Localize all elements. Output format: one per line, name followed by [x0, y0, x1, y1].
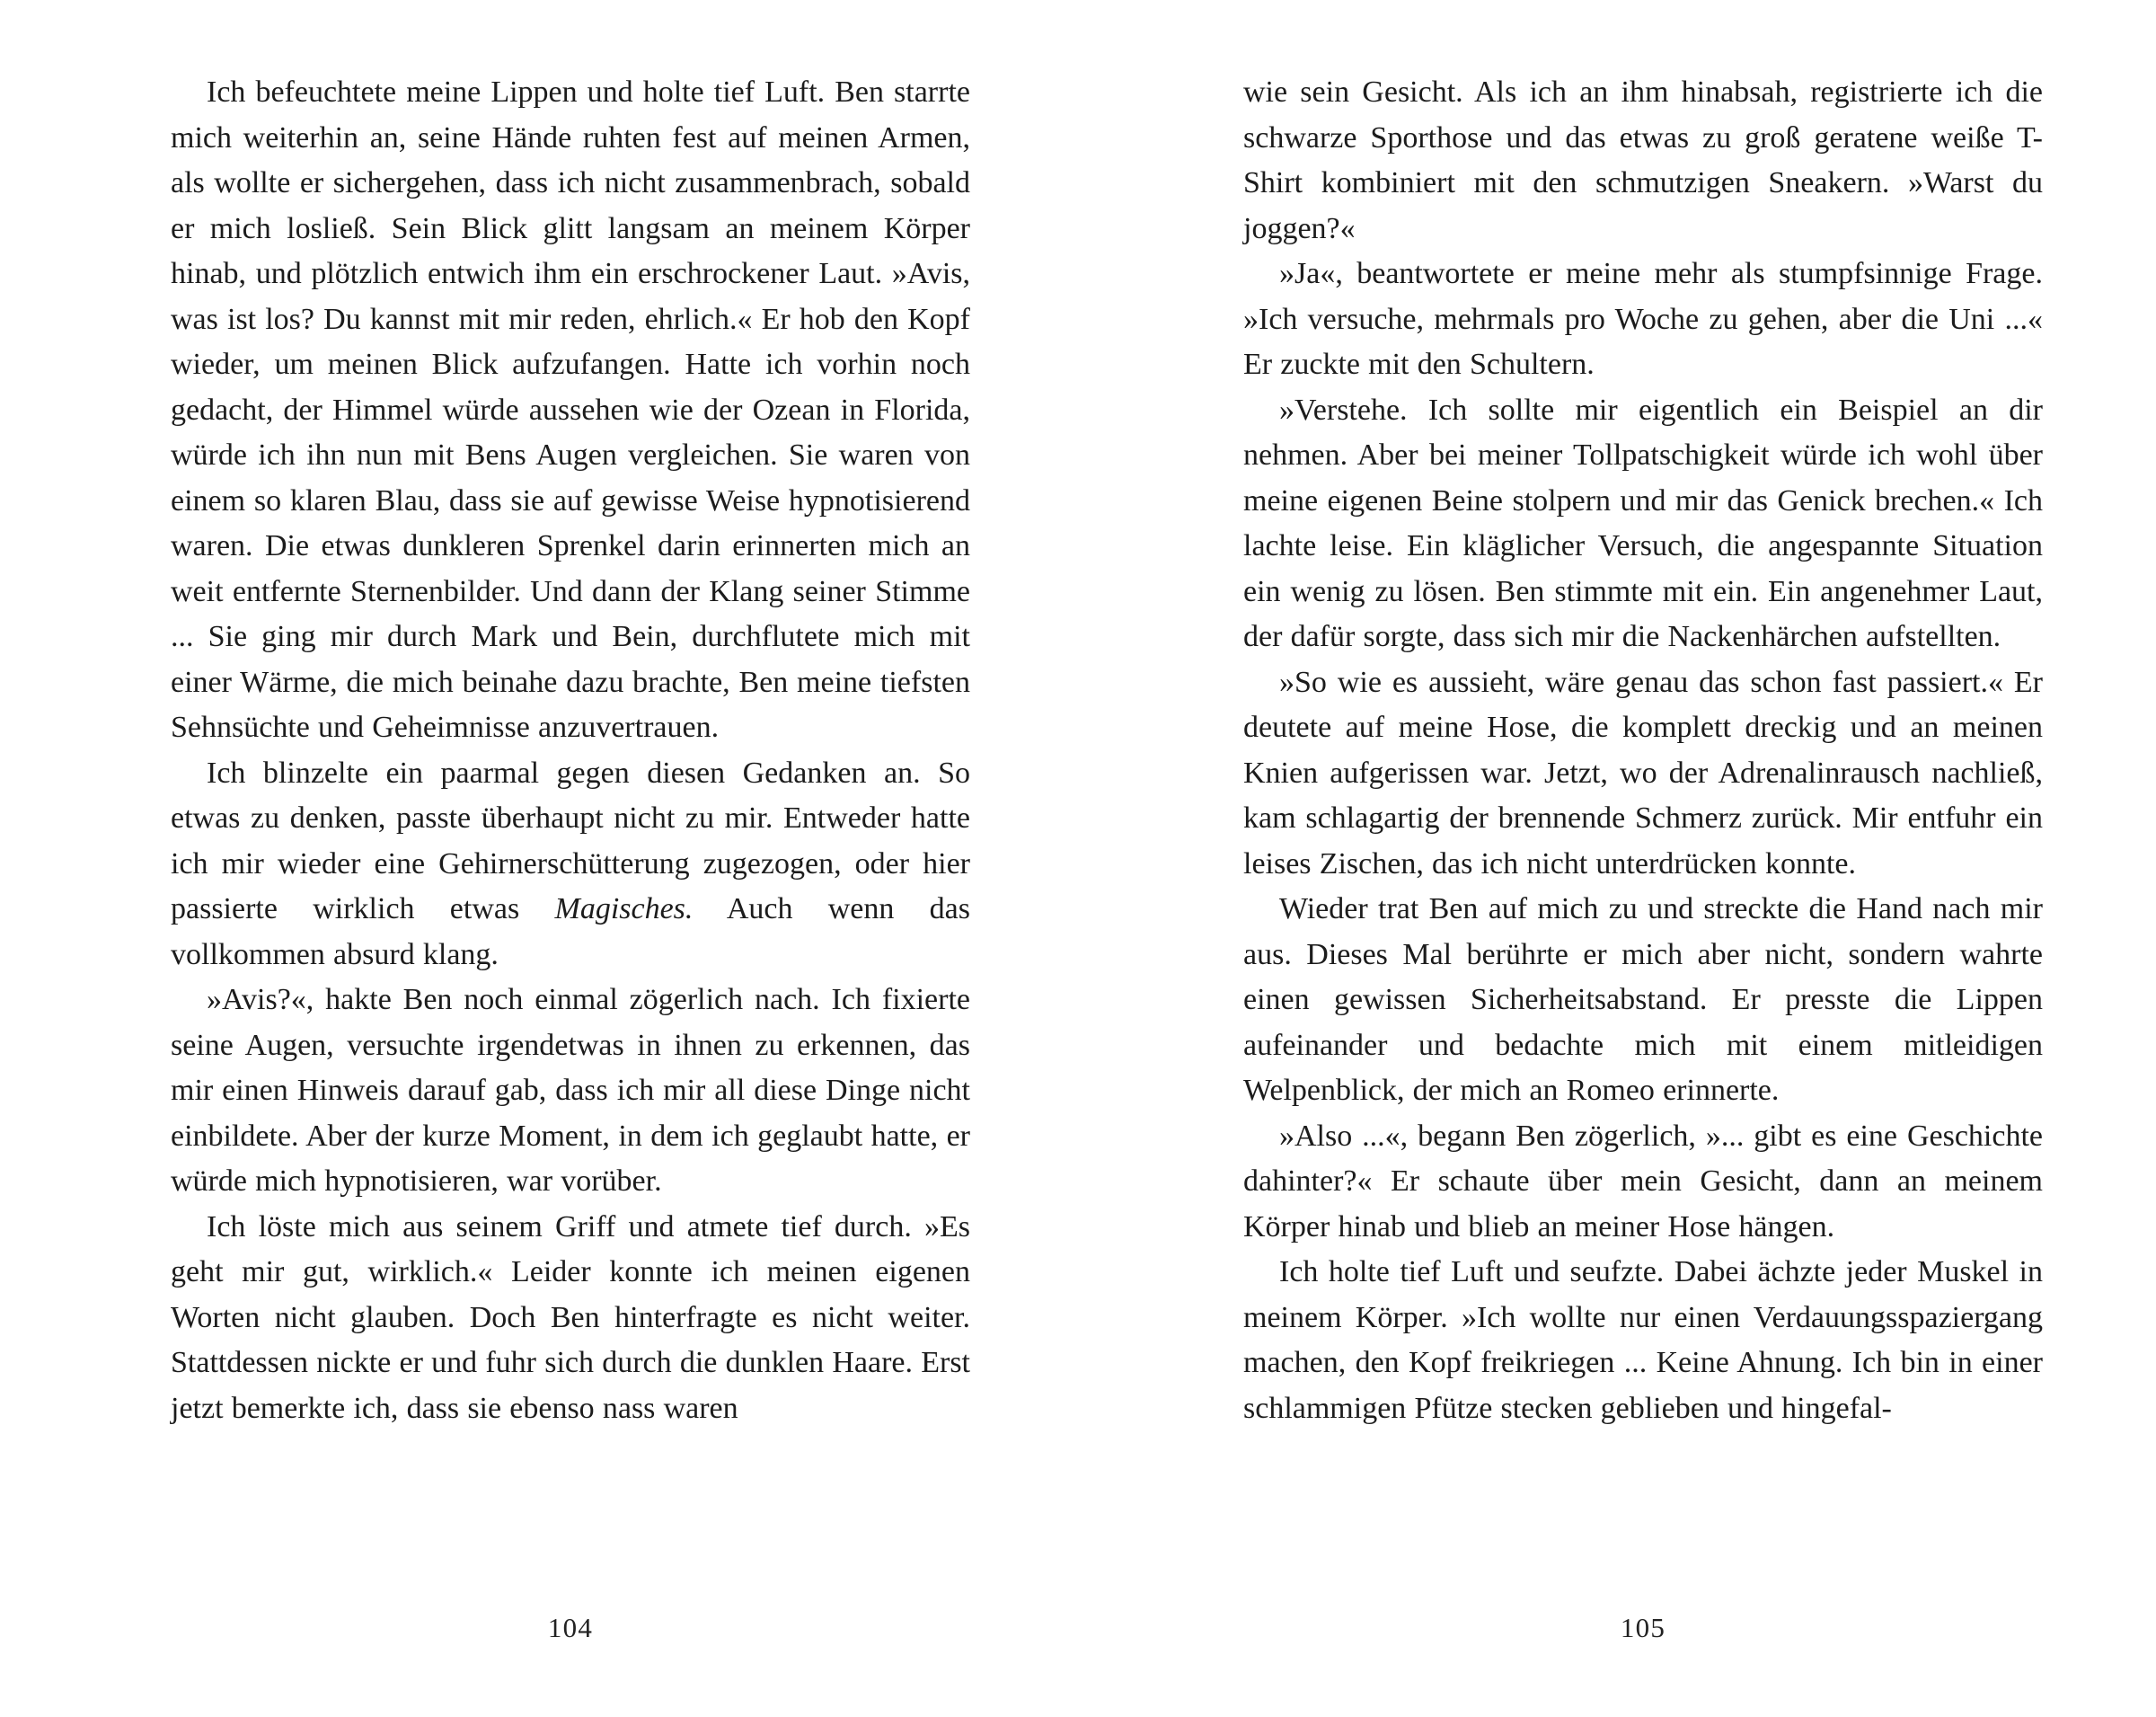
text-segment: Ich holte tief Luft und seufzte. Dabei ächzte jeder Muskel in meinem Körper. »Ich wollte nur einen Verdauungsspaziergang machen, den Kopf freikriegen ... Keine Ahnung. Ich bin in einer schlammigen Pfütze stecken geblieben und hingefal-	[1243, 1255, 2043, 1425]
paragraph	[1243, 388, 2043, 660]
paragraph	[1243, 660, 2043, 888]
italic-text: Magisches.	[554, 892, 694, 925]
text-segment: »Ja«, beantwortete er meine mehr als stumpfsinnige Frage. »Ich versuche, mehrmals pro Woche zu gehen, aber die Uni ...« Er zuckte mit den Schultern.	[1243, 257, 2043, 381]
text-segment: Ich löste mich aus seinem Griff und atmete tief durch. »Es geht mir gut, wirklich.« Leider konnte ich meinen eigenen Worten nicht glauben. Doch Ben hinterfragte es nicht weiter. Stattdessen nickte er und fuhr sich durch die dunklen Haare. Erst jetzt bemerkte ich, dass sie ebenso nass waren	[171, 1209, 970, 1425]
paragraph	[1243, 887, 2043, 1114]
text-segment: Wieder trat Ben auf mich zu und streckte die Hand nach mir aus. Dieses Mal berührte er mich aber nicht, sondern wahrte einen gewissen Sicherheitsabstand. Er presste die Lippen aufeinander und bedachte mich mit einem mitleidigen Welpenblick, der mich an Romeo erinnerte.	[1243, 892, 2043, 1107]
paragraph	[1243, 252, 2043, 388]
paragraph	[171, 70, 970, 751]
paragraph	[1243, 1250, 2043, 1431]
text-segment: Ich befeuchtete meine Lippen und holte tief Luft. Ben starrte mich weiterhin an, seine Hände ruhten fest auf meinen Armen, als wollte er sichergehen, dass ich nicht zusammenbrach, sobald er mich losließ. Sein Blick glitt langsam an meinem Körper hinab, und plötzlich entwich ihm ein erschrockener Laut. »Avis, was ist los? Du kannst mit mir reden, ehrlich.« Er hob den Kopf wieder, um meinen Blick aufzufangen. Hatte ich vorhin noch gedacht, der Himmel würde aussehen wie der Ozean in Florida, würde ich ihn nun mit Bens Augen vergleichen. Sie waren von einem so klaren Blau, dass sie auf gewisse Weise hypnotisierend waren. Die etwas dunkleren Sprenkel darin erinnerten mich an weit entfernte Sternenbilder. Und dann der Klang seiner Stimme ... Sie ging mir durch Mark und Bein, durchflutete mich mit einer Wärme, die mich beinahe dazu brachte, Ben meine tiefsten Sehnsüchte und Geheimnisse anzuvertrauen.	[171, 75, 970, 744]
paragraph	[171, 978, 970, 1205]
page-number-left: 104	[547, 1612, 594, 1643]
page-text-right	[1243, 70, 2043, 1431]
paragraph	[171, 751, 970, 978]
paragraph	[1243, 1114, 2043, 1251]
text-segment: Ich blinzelte ein paarmal gegen diesen Gedanken an. So etwas zu denken, passte überhaupt nicht zu mir. Entweder hatte ich mir wieder eine Gehirnerschütterung zugezogen, oder hier passierte wirklich etwas	[171, 756, 970, 925]
page-right	[1243, 70, 2043, 1643]
page-number-right: 105	[1620, 1612, 1666, 1643]
text-segment: »So wie es aussieht, wäre genau das schon fast passiert.« Er deutete auf meine Hose, die komplett dreckig und an meinen Knien aufgerissen war. Jetzt, wo der Adrenalinrausch nachließ, kam schlagartig der brennende Schmerz zurück. Mir entfuhr ein leises Zischen, das ich nicht unterdrücken konnte.	[1243, 665, 2043, 881]
text-segment: »Avis?«, hakte Ben noch einmal zögerlich nach. Ich fixierte seine Augen, versuchte irgendetwas in ihnen zu erkennen, das mir einen Hinweis darauf gab, dass ich mir all diese Dinge nicht einbildete. Aber der kurze Moment, in dem ich geglaubt hatte, er würde mich hypnotisieren, war vorüber.	[171, 983, 970, 1198]
text-segment: Auch wenn das vollkommen absurd klang.	[171, 892, 970, 971]
paragraph	[1243, 70, 2043, 252]
text-segment: »Also ...«, begann Ben zögerlich, »... gibt es eine Geschichte dahinter?« Er schaute über mein Gesicht, dann an meinem Körper hinab und blieb an meiner Hose hängen.	[1243, 1119, 2043, 1243]
text-segment: »Verstehe. Ich sollte mir eigentlich ein Beispiel an dir nehmen. Aber bei meiner Tollpatschigkeit würde ich wohl über meine eigenen Beine stolpern und mir das Genick brechen.« Ich lachte leise. Ein kläglicher Versuch, die angespannte Situation ein wenig zu lösen. Ben stimmte mit ein. Ein angenehmer Laut, der dafür sorgte, dass sich mir die Nackenhärchen aufstellten.	[1243, 393, 2043, 653]
page-text-left	[171, 70, 970, 1431]
page-left	[171, 70, 970, 1643]
text-segment: wie sein Gesicht. Als ich an ihm hinabsah, registrierte ich die schwarze Sporthose und das etwas zu groß geratene weiße T-Shirt kombiniert mit den schmutzigen Sneakern. »Warst du joggen?«	[1243, 75, 2043, 245]
paragraph	[171, 1205, 970, 1432]
